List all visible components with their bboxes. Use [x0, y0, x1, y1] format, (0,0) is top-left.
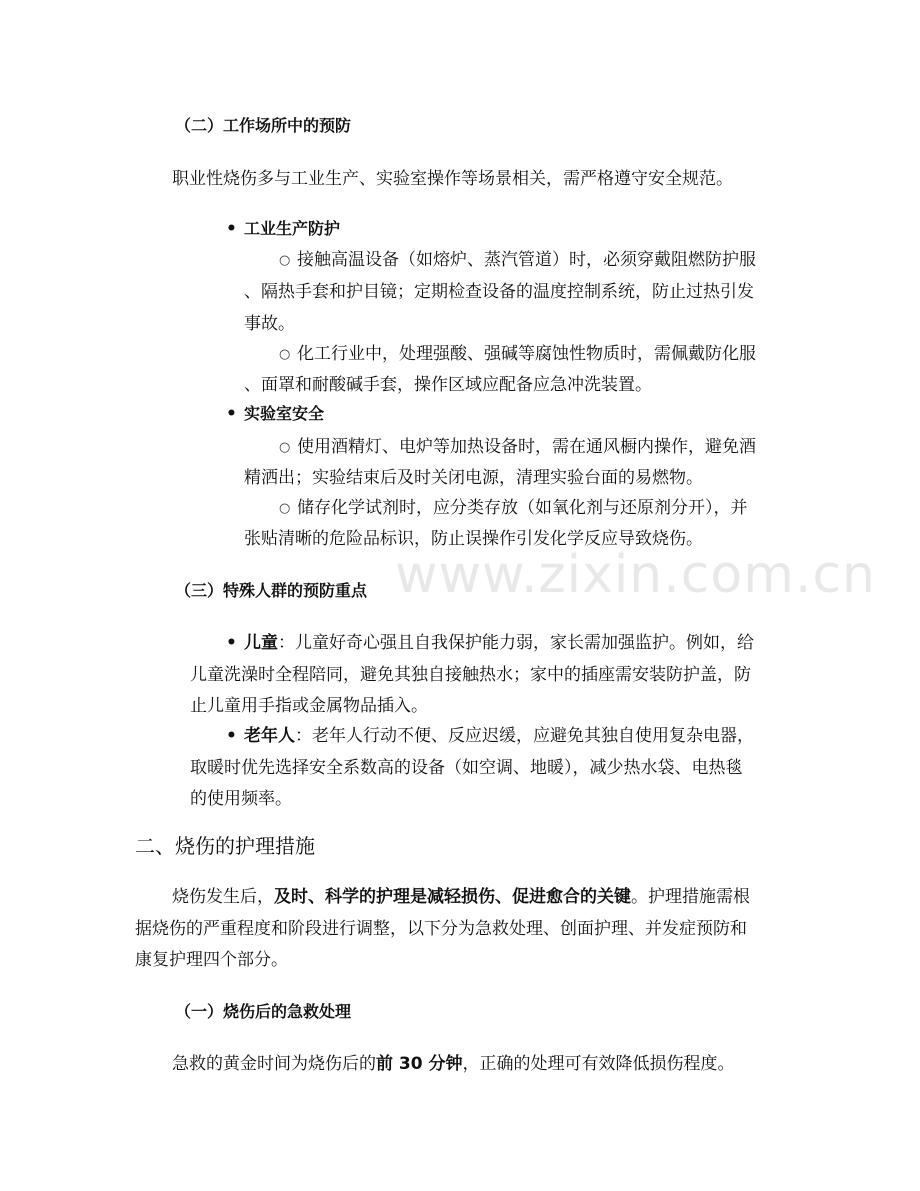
- chapter-heading: 二、烧伤的护理措施: [135, 834, 315, 858]
- sub-item-text: 张贴清晰的危险品标识，防止误操作引发化学反应导致烧伤。: [244, 529, 703, 549]
- term-elderly: 老年人: [244, 726, 295, 746]
- para-text: 烧伤发生后，: [172, 887, 274, 907]
- circle-bullet-icon: ○: [279, 501, 291, 516]
- section-heading-first-aid: （一）烧伤后的急救处理: [175, 1002, 352, 1021]
- para-bold-text: 前 30 分钟: [376, 1054, 463, 1074]
- sub-item-text: 、隔热手套和护目镜；定期检查设备的温度控制系统，防止过热引发: [244, 282, 754, 302]
- bullet-title-lab: 实验室安全: [244, 404, 325, 423]
- watermark: www.zixin.com.cn: [395, 545, 876, 605]
- para-text: 据烧伤的严重程度和阶段进行调整，以下分为急救处理、创面护理、并发症预防和: [135, 919, 747, 939]
- sub-item-text: 、面罩和耐酸碱手套，操作区域应配备应急冲洗装置。: [244, 375, 652, 395]
- term-children: 儿童: [244, 633, 278, 653]
- circle-bullet-icon: ○: [279, 253, 291, 268]
- para-bold-text: 及时、科学的护理是减轻损伤、促进愈合的关键: [274, 887, 631, 907]
- bullet-icon: •: [226, 726, 237, 746]
- item-text: 的使用频率。: [190, 789, 292, 809]
- bullet-title-industrial: 工业生产防护: [244, 219, 341, 238]
- bullet-icon: •: [226, 404, 237, 424]
- bullet-icon: •: [226, 633, 237, 653]
- item-text: 取暖时优先选择安全系数高的设备（如空调、地暖），减少热水袋、电热毯: [190, 758, 743, 778]
- first-aid-intro: [172, 1048, 735, 1080]
- circle-bullet-icon: ○: [279, 347, 291, 362]
- item-text: 止儿童用手指或金属物品插入。: [190, 696, 428, 716]
- para-text: ，正确的处理可有效降低损伤程度。: [462, 1054, 735, 1074]
- section-intro: 职业性烧伤多与工业生产、实验室操作等场景相关，需严格遵守安全规范。: [172, 169, 733, 189]
- list-item-elderly: [244, 720, 754, 752]
- sub-item-text: 化工行业中，处理强酸、强碱等腐蚀性物质时，需佩戴防化服: [297, 344, 756, 364]
- section-heading-special-groups: （三）特殊人群的预防重点: [175, 581, 368, 600]
- section-heading-workplace: （二）工作场所中的预防: [175, 116, 352, 135]
- item-text: ：老年人行动不便、反应迟缓，应避免其独自使用复杂电器，: [295, 726, 754, 746]
- sub-item-text: 精洒出；实验结束后及时关闭电源，清理实验台面的易燃物。: [244, 468, 703, 488]
- para-text: 康复护理四个部分。: [135, 950, 288, 970]
- item-text: 儿童洗澡时全程陪同，避免其独自接触热水；家中的插座需安装防护盖，防: [190, 665, 751, 685]
- sub-item-text: 事故。: [244, 314, 295, 334]
- item-text: ：儿童好奇心强且自我保护能力弱，家长需加强监护。例如，给: [278, 633, 754, 653]
- chapter-paragraph-line: [172, 881, 750, 913]
- list-item-children: [244, 627, 754, 659]
- bullet-icon: •: [226, 219, 237, 239]
- sub-item-text: 使用酒精灯、电炉等加热设备时，需在通风橱内操作，避免酒: [297, 437, 756, 457]
- para-text: 急救的黄金时间为烧伤后的: [172, 1054, 376, 1074]
- sub-item-text: 接触高温设备（如熔炉、蒸汽管道）时，必须穿戴阻燃防护服: [297, 250, 756, 270]
- para-text: 。护理措施需根: [631, 887, 750, 907]
- sub-item-text: 储存化学试剂时，应分类存放（如氧化剂与还原剂分开），并: [297, 498, 748, 518]
- circle-bullet-icon: ○: [279, 440, 291, 455]
